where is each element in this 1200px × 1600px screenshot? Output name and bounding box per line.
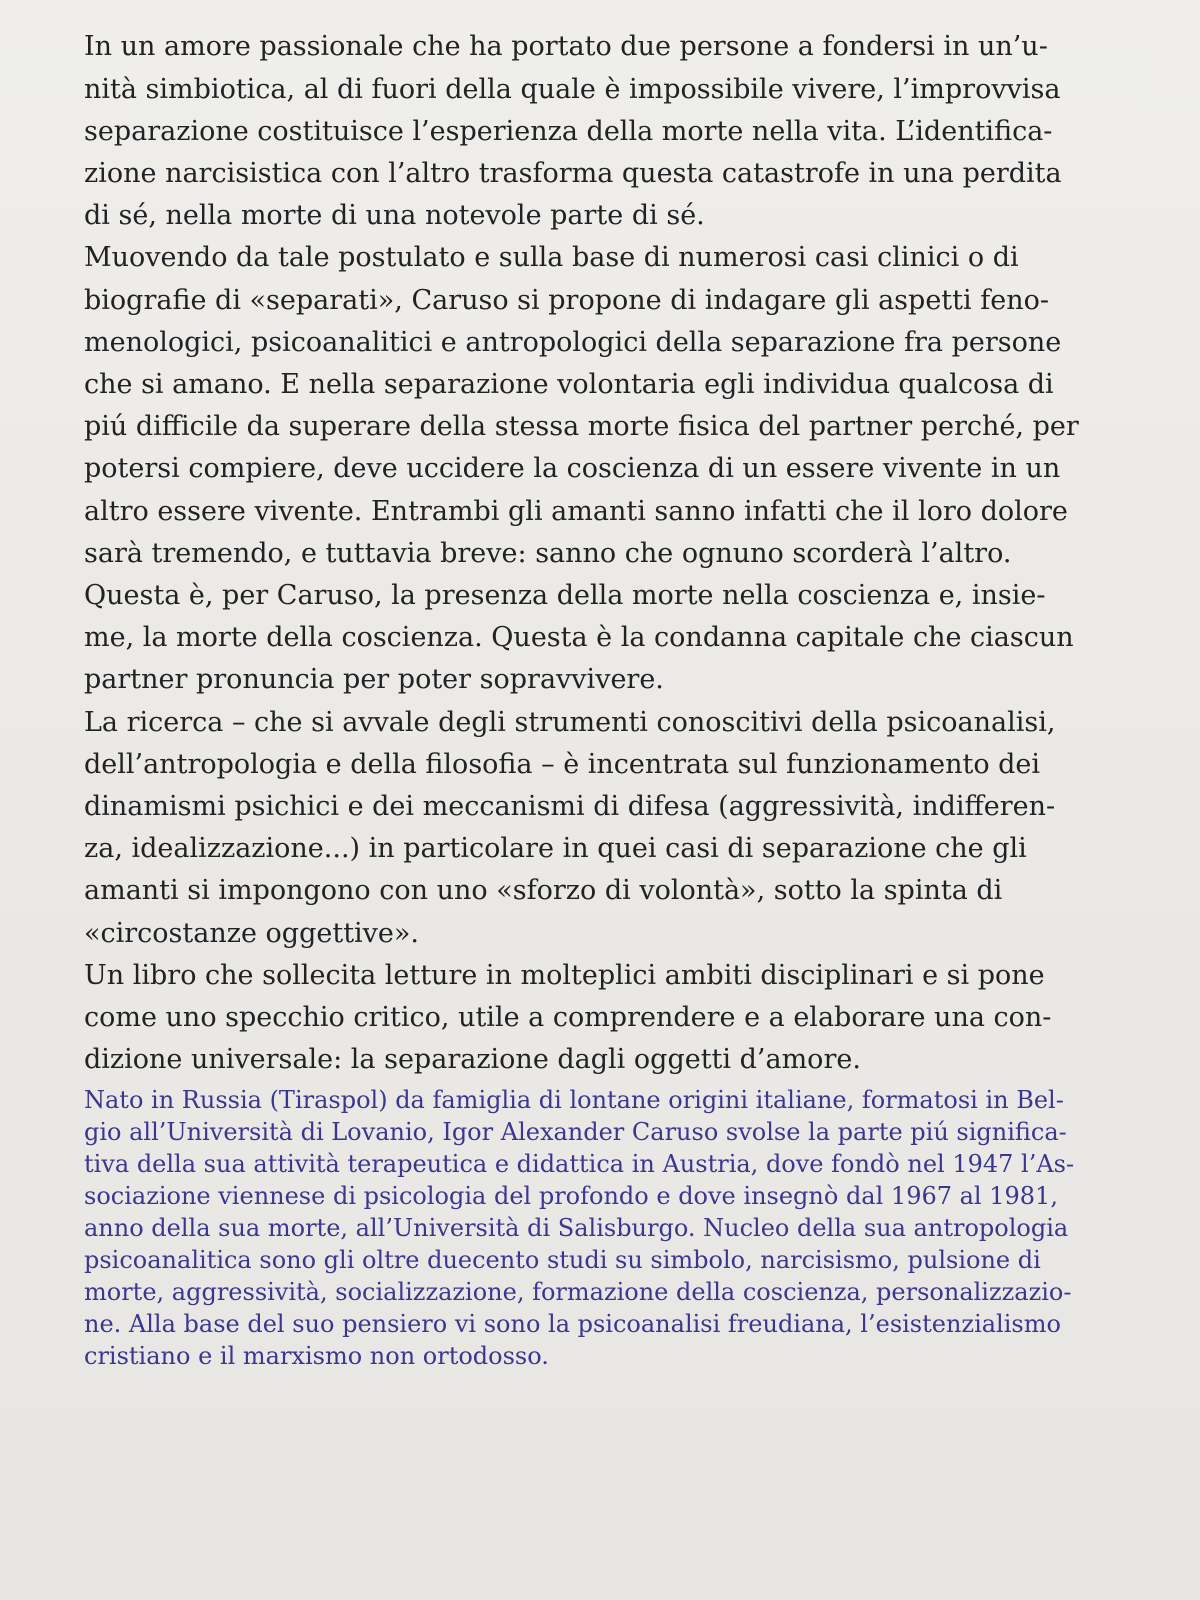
bio-line: morte, aggressività, socializzazione, formazione della coscienza, personalizzazio-	[84, 1278, 1072, 1306]
description-line: piú difficile da superare della stessa morte fisica del partner perché, per	[84, 411, 1079, 442]
description-line: dell’antropologia e della filosofia – è incentrata sul funzionamento dei	[84, 749, 1041, 780]
bio-line: anno della sua morte, all’Università di Salisburgo. Nucleo della sua antropologia	[84, 1214, 1069, 1242]
description-line: Un libro che sollecita letture in molteplici ambiti disciplinari e si pone	[84, 960, 1045, 991]
bio-line: tiva della sua attività terapeutica e didattica in Austria, dove fondò nel 1947 l’As-	[84, 1150, 1075, 1178]
description-line: separazione costituisce l’esperienza della morte nella vita. L’identifica-	[84, 116, 1053, 147]
bio-line: ne. Alla base del suo pensiero vi sono la psicoanalisi freudiana, l’esistenzialismo	[84, 1310, 1061, 1338]
description-line: dizione universale: la separazione dagli oggetti d’amore.	[84, 1044, 861, 1075]
bio-line: Nato in Russia (Tiraspol) da famiglia di lontane origini italiane, formatosi in Bel-	[84, 1086, 1064, 1114]
bio-line: sociazione viennese di psicologia del profondo e dove insegnò dal 1967 al 1981,	[84, 1182, 1058, 1210]
description-line: Questa è, per Caruso, la presenza della morte nella coscienza e, insie-	[84, 580, 1046, 611]
description-line: In un amore passionale che ha portato due persone a fondersi in un’u-	[84, 31, 1048, 62]
description-line: biografie di «separati», Caruso si propone di indagare gli aspetti feno-	[84, 285, 1049, 316]
bio-line: cristiano e il marxismo non ortodosso.	[84, 1342, 549, 1370]
description-line: zione narcisistica con l’altro trasforma questa catastrofe in una perdita	[84, 158, 1062, 189]
description-line: di sé, nella morte di una notevole parte di sé.	[84, 200, 705, 231]
description-line: dinamismi psichici e dei meccanismi di difesa (aggressività, indifferen-	[84, 791, 1056, 822]
description-line: come uno specchio critico, utile a comprendere e a elaborare una con-	[84, 1002, 1052, 1033]
description-line: za, idealizzazione...) in particolare in quei casi di separazione che gli	[84, 833, 1027, 864]
description-line: menologici, psicoanalitici e antropologici della separazione fra persone	[84, 327, 1062, 358]
description-line: Muovendo da tale postulato e sulla base di numerosi casi clinici o di	[84, 242, 1019, 273]
description-line: che si amano. E nella separazione volontaria egli individua qualcosa di	[84, 369, 1054, 400]
description-line: amanti si impongono con uno «sforzo di volontà», sotto la spinta di	[84, 875, 1003, 906]
description-line: altro essere vivente. Entrambi gli amanti sanno infatti che il loro dolore	[84, 496, 1068, 527]
description-line: sarà tremendo, e tuttavia breve: sanno che ognuno scorderà l’altro.	[84, 538, 1012, 569]
description-line: me, la morte della coscienza. Questa è la condanna capitale che ciascun	[84, 622, 1074, 653]
description-line: nità simbiotica, al di fuori della quale è impossibile vivere, l’improvvisa	[84, 74, 1061, 105]
description-line: La ricerca – che si avvale degli strumenti conoscitivi della psicoanalisi,	[84, 707, 1056, 738]
bio-line: psicoanalitica sono gli oltre duecento studi su simbolo, narcisismo, pulsione di	[84, 1246, 1041, 1274]
description-line: potersi compiere, deve uccidere la coscienza di un essere vivente in un	[84, 453, 1061, 484]
description-line: partner pronuncia per poter sopravvivere.	[84, 664, 664, 695]
bio-line: gio all’Università di Lovanio, Igor Alexander Caruso svolse la parte piú significa-	[84, 1118, 1067, 1146]
description-line: «circostanze oggettive».	[84, 918, 420, 949]
